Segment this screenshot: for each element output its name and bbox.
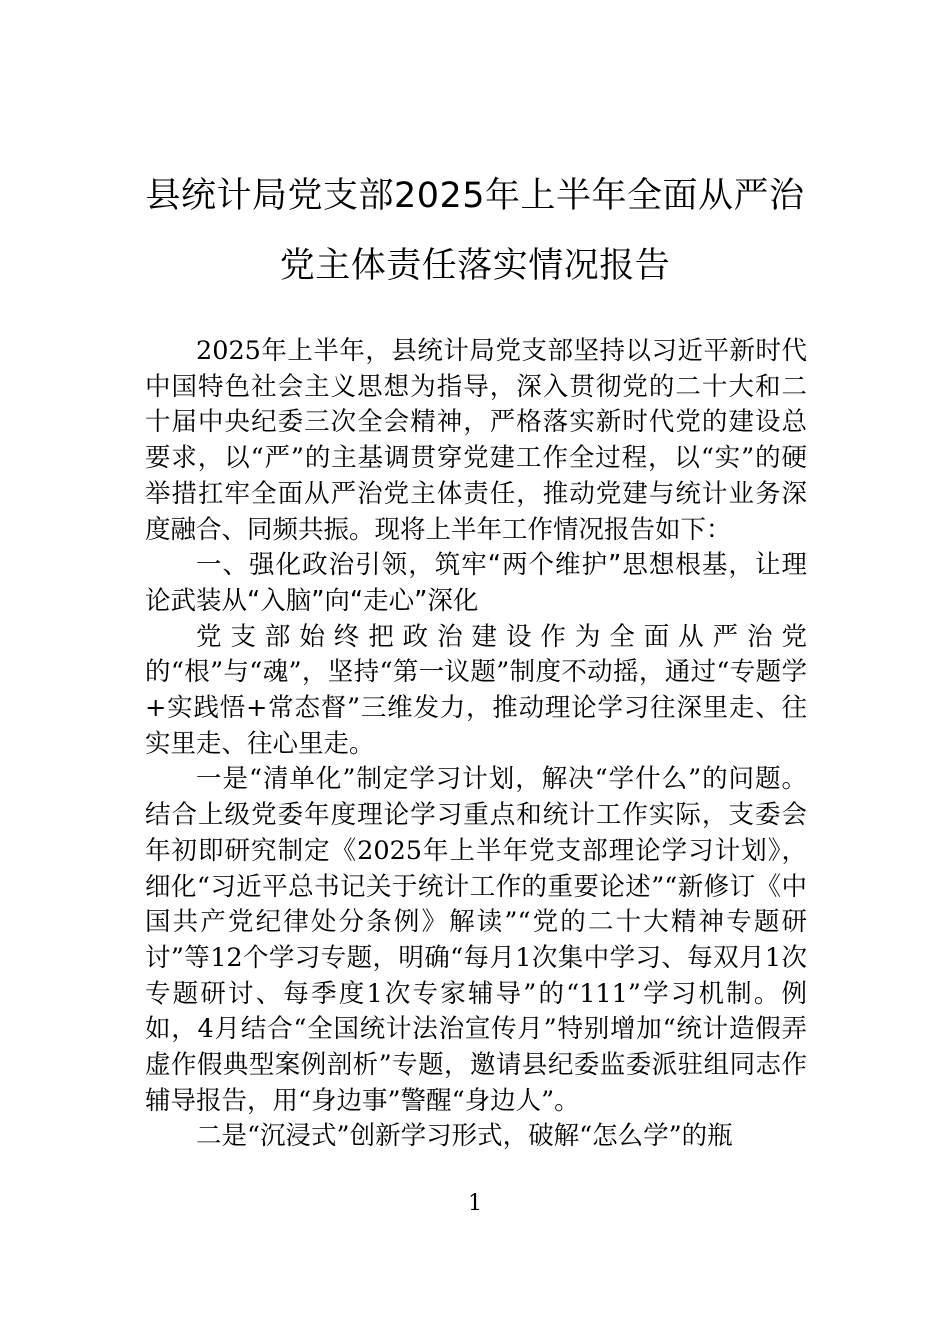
intro-paragraph: 2025年上半年，县统计局党支部坚持以习近平新时代中国特色社会主义思想为指导，深入贯彻党的二十大和二十届中央纪委三次全会精神，严格落实新时代党的建设总要求，以“严”的主基调贯穿党建工作全过程，以“实”的硬举措扛牢全面从严治党主体责任，推动党建与统计业务深度融合、同频共振。现将上半年工作情况报告如下： — [145, 336, 807, 545]
point-1-paragraph: 一是“清单化”制定学习计划，解决“学什么”的问题。结合上级党委年度理论学习重点和统计工作实际，支委会年初即研究制定《2025年上半年党支部理论学习计划》，细化“习近平总书记关于统计工作的重要论述”“新修订《中国共产党纪律处分条例》解读”“党的二十大精神专题研讨”等12个学习专题，明确“每月1次集中学习、每双月1次专题研讨、每季度1次专家辅导”的“111”学习机制。例如，4月结合“全国统计法治宣传月”特别增加“统计造假弄虚作假典型案例剖析”专题，邀请县纪委监委派驻组同志作辅导报告，用“身边事”警醒“身边人”。 — [145, 764, 807, 1116]
page-number: 1 — [468, 1191, 482, 1216]
point-2-paragraph: 二是“沉浸式”创新学习形式，破解“怎么学”的瓶 — [196, 1121, 733, 1152]
section-heading-1: 一、强化政治引领，筑牢“两个维护”思想根基，让理论武装从“入脑”向“走心”深化 — [145, 550, 807, 616]
section-1-paragraph: 党支部始终把政治建设作为全面从严治党的“根”与“魂”，坚持“第一议题”制度不动摇，通过“专题学+实践悟+常态督”三维发力，推动理论学习往深里走、往实里走、往心里走。 — [145, 621, 807, 759]
document-title-line-1: 县统计局党支部2025年上半年全面从严治 — [145, 176, 805, 216]
document-title-line-2: 党主体责任落实情况报告 — [279, 246, 671, 286]
document-body — [145, 334, 807, 1155]
